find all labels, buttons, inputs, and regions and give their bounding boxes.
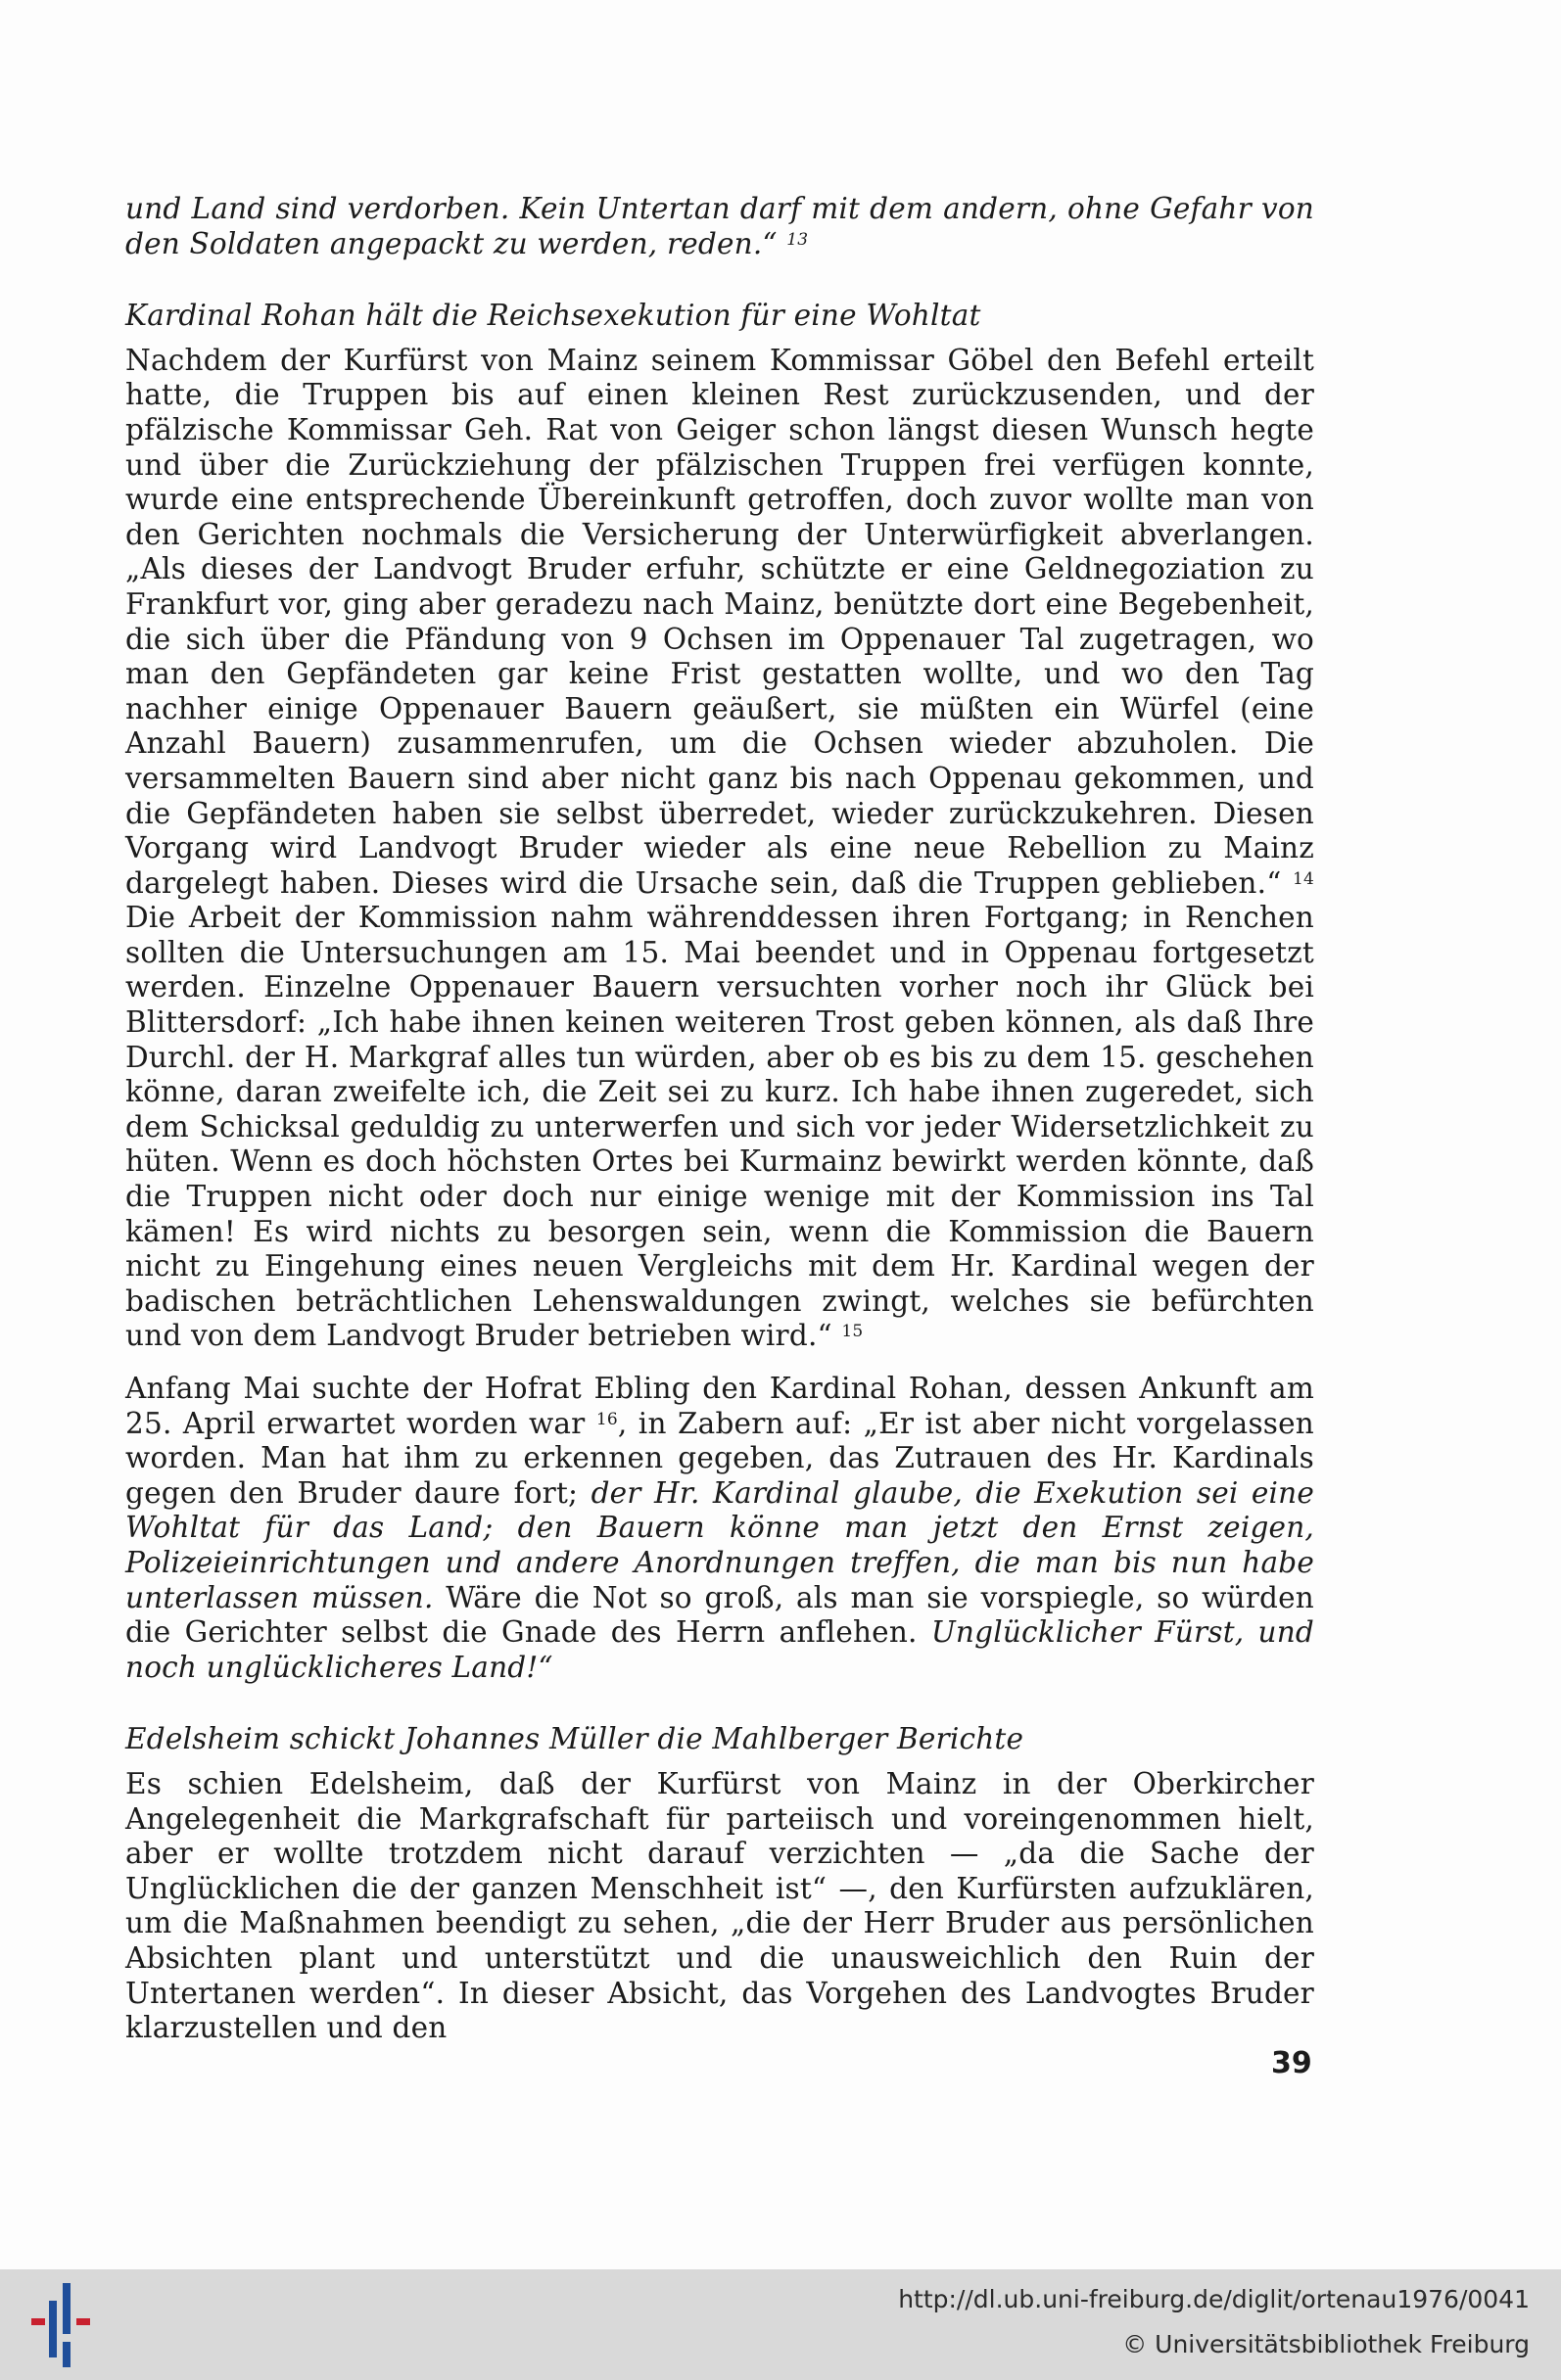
footnote-ref: 16 <box>595 1409 618 1429</box>
page-number: 39 <box>1271 2046 1312 2080</box>
paragraph <box>125 1372 1314 1685</box>
footnote-ref: 14 <box>1292 868 1315 889</box>
footnote-ref: 15 <box>841 1322 864 1342</box>
italic-quote: Unglücklicher Fürst, und noch unglücklicheres Land!“ <box>125 1615 1315 1684</box>
section-heading: Kardinal Rohan hält die Reichsexekution für eine Wohltat <box>125 299 981 333</box>
paragraph <box>125 344 1314 1354</box>
paragraph-continuation <box>125 192 1314 261</box>
paragraph-text: Wäre die Not so groß, als man sie vorspiegle, so würden die Gerichter selbst die Gnade des Herrn anflehen. <box>125 1580 1315 1650</box>
paragraph-text: Anfang Mai suchte der Hofrat Ebling den Kardinal Rohan, dessen Ankunft am 25. April erwartet worden war <box>125 1372 1314 1440</box>
paragraph-text: und Land sind verdorben. Kein Untertan darf mit dem andern, ohne Gefahr von den Soldaten angepackt zu werden, reden.“ <box>125 192 1314 260</box>
paragraph-text: , in Zabern auf: „Er ist aber nicht vorgelassen worden. Man hat ihm zu erkennen gegeben, das Zutrauen des Hr. Kardinals gegen den Bruder daure fort; <box>125 1406 1314 1510</box>
copyright-notice: © Universitätsbibliothek Freiburg <box>1122 2330 1530 2358</box>
paragraph-text: Die Arbeit der Kommission nahm währenddessen ihren Fortgang; in Renchen sollten die Untersuchungen am 15. Mai beendet und in Oppenau fortgesetzt werden. Einzelne Oppenauer Bauern versuchten vorher noch ihr Glück bei Blittersdorf: „Ich habe ihnen keinen weiteren Trost geben können, als daß Ihre Durchl. der H. Markgraf alles tun würden, aber ob es bis zu dem 15. geschehen könne, daran zweifelte ich, die Zeit sei zu kurz. Ich habe ihnen zugeredet, sich dem Schicksal geduldig zu unterwerfen und sich vor jeder Widersetzlichkeit zu hüten. Wenn es doch höchsten Ortes bei Kurmainz bewirkt werden könnte, daß die Truppen nicht oder doch nur einige wenige mit der Kommission ins Tal kämen! Es wird nichts zu besorgen sein, wenn die Kommission die Bauern nicht zu Eingehung eines neuen Vergleichs mit dem Hr. Kardinal wegen der badischen beträchtlichen Lehenswaldungen zwingt, welches sie befürchten und von dem Landvogt Bruder betrieben wird.“ <box>125 901 1314 1353</box>
body-text <box>125 192 1314 2046</box>
library-logo-icon <box>27 2281 104 2369</box>
paragraph-text: Nachdem der Kurfürst von Mainz seinem Kommissar Göbel den Befehl erteilt hatte, die Truppen bis auf einen kleinen Rest zurückzusenden, und der pfälzische Kommissar Geh. Rat von Geiger schon längst diesen Wunsch hegte und über die Zurückziehung der pfälzischen Truppen frei verfügen konnte, wurde eine entsprechende Übereinkunft getroffen, doch zuvor wollte man von den Gerichten nochmals die Versicherung der Unterwürfigkeit abverlangen. „Als dieses der Landvogt Bruder erfuhr, schützte er eine Geldnegoziation zu Frankfurt vor, ging aber geradezu nach Mainz, benützte dort eine Begebenheit, die sich über die Pfändung von 9 Ochsen im Oppenauer Tal zugetragen, wo man den Gepfändeten gar keine Frist gestatten wollte, und wo den Tag nachher einige Oppenauer Bauern geäußert, sie müßten ein Würfel (eine Anzahl Bauern) zusammenrufen, um die Ochsen wieder abzuholen. Die versammelten Bauern sind aber nicht ganz bis nach Oppenau gekommen, und die Gepfändeten haben sie selbst überredet, wieder zurückzukehren. Diesen Vorgang wird Landvogt Bruder wieder als eine neue Rebellion zu Mainz dargelegt haben. Dieses wird die Ursache sein, daß die Truppen geblieben.“ <box>125 343 1314 900</box>
section-heading: Edelsheim schickt Johannes Müller die Mahlberger Berichte <box>125 1722 1024 1756</box>
source-url-link[interactable]: http://dl.ub.uni-freiburg.de/diglit/ortenau1976/0041 <box>898 2285 1530 2313</box>
italic-quote: der Hr. Kardinal glaube, die Exekution sei eine Wohltat für das Land; den Bauern könne man jetzt den Ernst zeigen, Polizeieinrichtungen und andere Anordnungen treffen, die man bis nun habe unterlassen müssen. <box>125 1475 1315 1614</box>
footnote-ref: 13 <box>786 229 809 250</box>
paragraph: Es schien Edelsheim, daß der Kurfürst von Mainz in der Oberkircher Angelegenheit die Markgrafschaft für parteiisch und voreingenommen hielt, aber er wollte trotzdem nicht darauf verzichten — „da die Sache der Unglücklichen die der ganzen Menschheit ist“ —, den Kurfürsten aufzuklären, um die Maßnahmen beendigt zu sehen, „die der Herr Bruder aus persönlichen Absichten plant und unterstützt und die unausweichlich den Ruin der Untertanen werden“. In dieser Absicht, das Vorgehen des Landvogtes Bruder klarzustellen und den <box>125 1766 1314 2045</box>
